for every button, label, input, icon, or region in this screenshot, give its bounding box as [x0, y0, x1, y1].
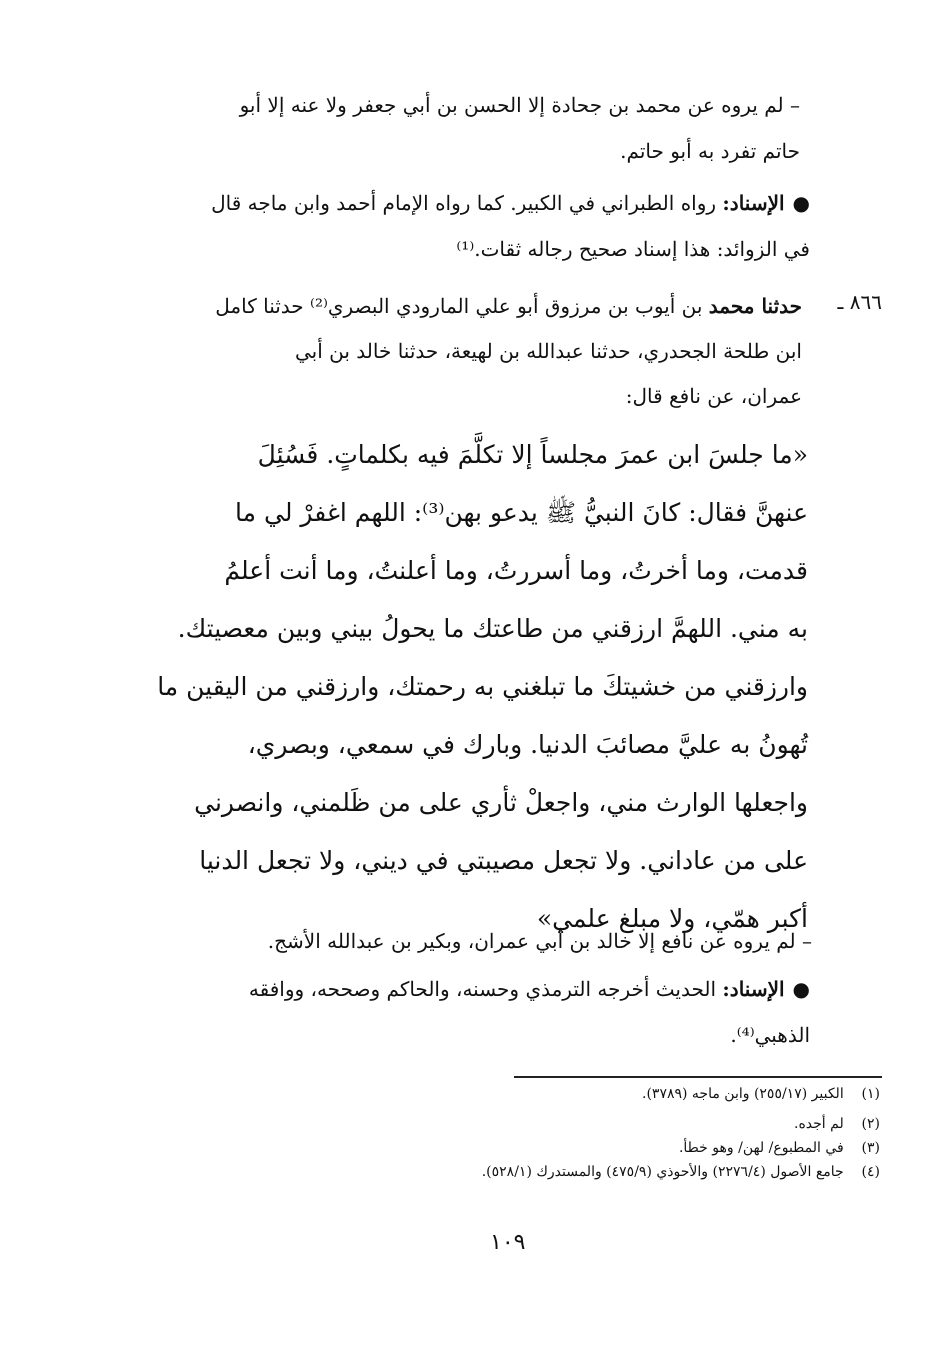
quote-line: على من عاداني. ولا تجعل مصيبتي في ديني، ولا تجعل الدنيا — [199, 846, 808, 875]
footnote-3 — [300, 1136, 880, 1160]
narration-note — [142, 82, 800, 174]
footnote-text: الكبير (٢٥٥/١٧) وابن ماجه (٣٧٨٩). — [642, 1086, 844, 1102]
isnad2-text: الحديث أخرجه الترمذي وحسنه، والحاكم وصححه، ووافقه — [248, 977, 717, 1001]
footnote-number: (٣) — [861, 1140, 880, 1156]
quote-line: عنهنَّ فقال: كانَ النبيُّ ﷺ يدعو بهن⁽³⁾: اللهم اغفرْ لي ما — [235, 498, 808, 527]
chain-line-1 — [142, 284, 802, 329]
footnote-4 — [300, 1160, 880, 1184]
chain-line-2: ابن طلحة الجحدري، حدثنا عبدالله بن لهيعة، حدثنا خالد بن أبي — [294, 339, 802, 363]
isnad-note — [142, 180, 810, 272]
isnad2-line-2: الذهبي⁽⁴⁾. — [730, 1023, 810, 1047]
isnad-label: الإسناد: — [722, 191, 785, 215]
isnad-text: رواه الطبراني في الكبير. كما رواه الإمام أحمد وابن ماجه قال — [211, 191, 717, 215]
quote-line: وارزقني من خشيتكَ ما تبلغني به رحمتك، وارزقني من اليقين ما — [157, 672, 808, 701]
footnote-text: لم أجده. — [794, 1116, 844, 1132]
chain-line-3: عمران، عن نافع قال: — [625, 384, 802, 408]
isnad-note-2 — [142, 966, 810, 1058]
footnote-divider — [514, 1076, 882, 1078]
isnad-line-2: في الزوائد: هذا إسناد صحيح رجاله ثقات.⁽¹⁾ — [456, 237, 810, 261]
footnote-1 — [300, 1082, 880, 1106]
quote-line: قدمت، وما أخرتُ، وما أسررتُ، وما أعلنتُ، وما أنت أعلمُ — [224, 556, 808, 585]
bullet-icon: ● — [792, 977, 810, 1001]
bullet-icon: ● — [792, 191, 810, 215]
footnote-number: (٤) — [861, 1164, 880, 1180]
quote-line: به مني. اللهمَّ ارزقني من طاعتك ما يحولُ بيني وبين معصيتك. — [177, 614, 808, 643]
note-line-2: حاتم تفرد به أبو حاتم. — [620, 139, 800, 163]
quote-line: واجعلها الوارث مني، واجعلْ ثأري على من ظَلمني، وانصرني — [194, 788, 808, 817]
quote-line: أكبر همّي، ولا مبلغ علمي» — [536, 904, 808, 933]
quote-line: «ما جلسَ ابن عمرَ مجلساً إلا تكلَّمَ فيه بكلماتٍ. فَسُئِلَ — [257, 440, 808, 469]
footnote-text: في المطبوع/ لهن/ وهو خطأ. — [678, 1140, 844, 1156]
isnad2-line-1 — [142, 966, 810, 1012]
footnotes — [300, 1082, 880, 1184]
footnote-number: (٢) — [861, 1116, 880, 1132]
hadith-number: ٨٦٦ ـ — [837, 290, 882, 314]
quote-line: تُهونُ به عليَّ مصائبَ الدنيا. وبارك في سمعي، وبصري، — [247, 730, 808, 759]
chain-opening: حدثنا محمد — [708, 294, 802, 318]
chain-text: بن أيوب بن مرزوق أبو علي المارودي البصري⁽²⁾ حدثنا كامل — [215, 294, 703, 318]
footnote-2 — [300, 1112, 880, 1136]
narration-note-2 — [162, 918, 812, 964]
note2-line-1: – لم يروه عن نافع إلا خالد بن أبي عمران، وبكير بن عبدالله الأشج. — [267, 929, 812, 953]
footnote-number: (١) — [861, 1086, 880, 1102]
footnote-text: جامع الأصول (٢٢٧٦/٤) والأحوذي (٤٧٥/٩) والمستدرك (٥٢٨/١). — [481, 1164, 844, 1180]
hadith-chain — [142, 284, 802, 419]
hadith-text — [136, 426, 808, 948]
page-number: ١٠٩ — [490, 1230, 526, 1255]
isnad2-label: الإسناد: — [722, 977, 785, 1001]
note-line-1: – لم يروه عن محمد بن جحادة إلا الحسن بن أبي جعفر ولا عنه إلا أبو — [239, 93, 800, 117]
isnad-line-1 — [142, 180, 810, 226]
